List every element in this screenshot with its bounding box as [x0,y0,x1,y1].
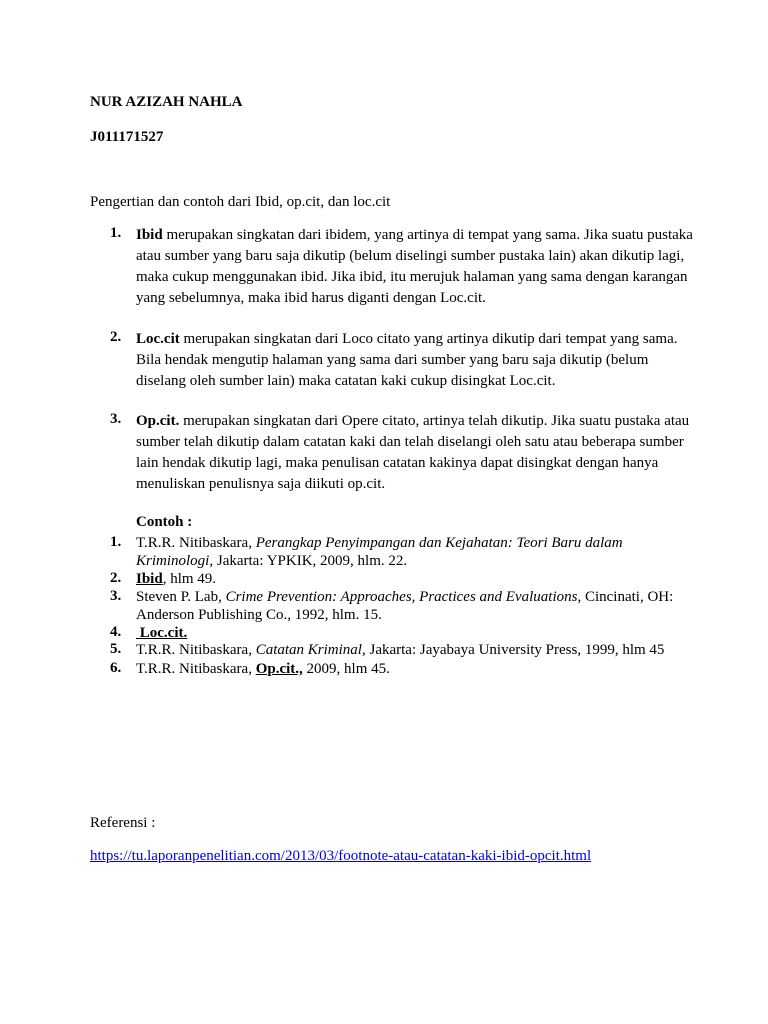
references-label: Referensi : [90,815,156,831]
definition-term: Ibid [136,227,163,243]
reference-link[interactable]: https://tu.laporanpenelitian.com/2013/03/footnote-atau-catatan-kaki-ibid-opcit.html [90,848,592,864]
example-item [110,641,710,659]
example-author: Steven P. Lab, [136,589,226,605]
definition-term: Op.cit. [136,413,180,429]
example-title: Crime Prevention: Approaches, Practices and Evaluations [225,589,578,605]
definition-text: merupakan singkatan dari ibidem, yang artinya di tempat yang sama. Jika suatu pustaka atau sumber yang baru saja dikutip (belum diselingi sumber pustaka lain) akan dikutip lagi, maka cukup menggunakan ibid. Jika ibid, itu merujuk halaman yang sama dengan karangan yang sebelumnya, maka ibid harus diganti dengan Loc.cit. [136,227,693,306]
example-number: 5. [110,641,122,657]
definition-item-ibid [110,225,710,315]
definition-text: merupakan singkatan dari Opere citato, artinya telah dikutip. Jika suatu pustaka atau sumber telah dikutip dalam catatan kaki dan telah diselangi oleh satu atau beberapa sumber lain hendak dikutip lagi, maka penulisan catatan kakinya dapat disingkat dengan hanya menuliskan penulisnya saja diikuti op.cit. [136,413,690,492]
example-title: Perangkap Penyimpangan dan Kejahatan: Teori Baru dalam Kriminologi [136,535,623,569]
example-item [110,570,710,588]
intro-text: Pengertian dan contoh dari Ibid, op.cit, dan loc.cit [90,194,391,210]
examples-heading: Contoh : [136,514,193,530]
example-number: 3. [110,588,122,604]
example-abbreviation: Loc.cit. [136,625,188,641]
example-abbreviation: Ibid [136,571,163,587]
example-author: T.R.R. Nitibaskara, [136,535,256,551]
student-id: J011171527 [90,129,164,145]
example-item [110,588,710,624]
example-publication: , hlm 49. [162,571,217,587]
example-publication: , Cincinati, OH: Anderson Publishing Co., 1992, hlm. 15. [136,589,674,623]
example-number: 4. [110,624,122,640]
definition-number: 3. [110,411,122,427]
example-item [110,660,710,678]
example-publication: 2009, hlm 45. [302,661,390,677]
definition-item-opcit [110,411,710,501]
definition-number: 1. [110,225,122,241]
example-publication: , Jakarta: Jayabaya University Press, 1999, hlm 45 [361,642,665,658]
example-number: 2. [110,570,122,586]
example-number: 6. [110,660,122,676]
example-author: T.R.R. Nitibaskara, [136,661,256,677]
definition-item-loccit [110,329,710,399]
example-title: Catatan Kriminal [255,642,362,658]
example-item [110,534,710,570]
definition-term: Loc.cit [136,331,180,347]
example-publication: , Jakarta: YPKIK, 2009, hlm. 22. [209,553,408,569]
author-name: NUR AZIZAH NAHLA [90,94,243,110]
example-author: T.R.R. Nitibaskara, [136,642,256,658]
example-abbreviation: Op.cit., [255,661,303,677]
example-item [110,624,710,642]
example-number: 1. [110,534,122,550]
definition-text: merupakan singkatan dari Loco citato yang artinya dikutip dari tempat yang sama. Bila hendak mengutip halaman yang sama dari sumber yang baru saja dikutip (belum diselang oleh sumber lain) maka catatan kaki cukup disingkat Loc.cit. [136,331,678,389]
definition-number: 2. [110,329,122,345]
